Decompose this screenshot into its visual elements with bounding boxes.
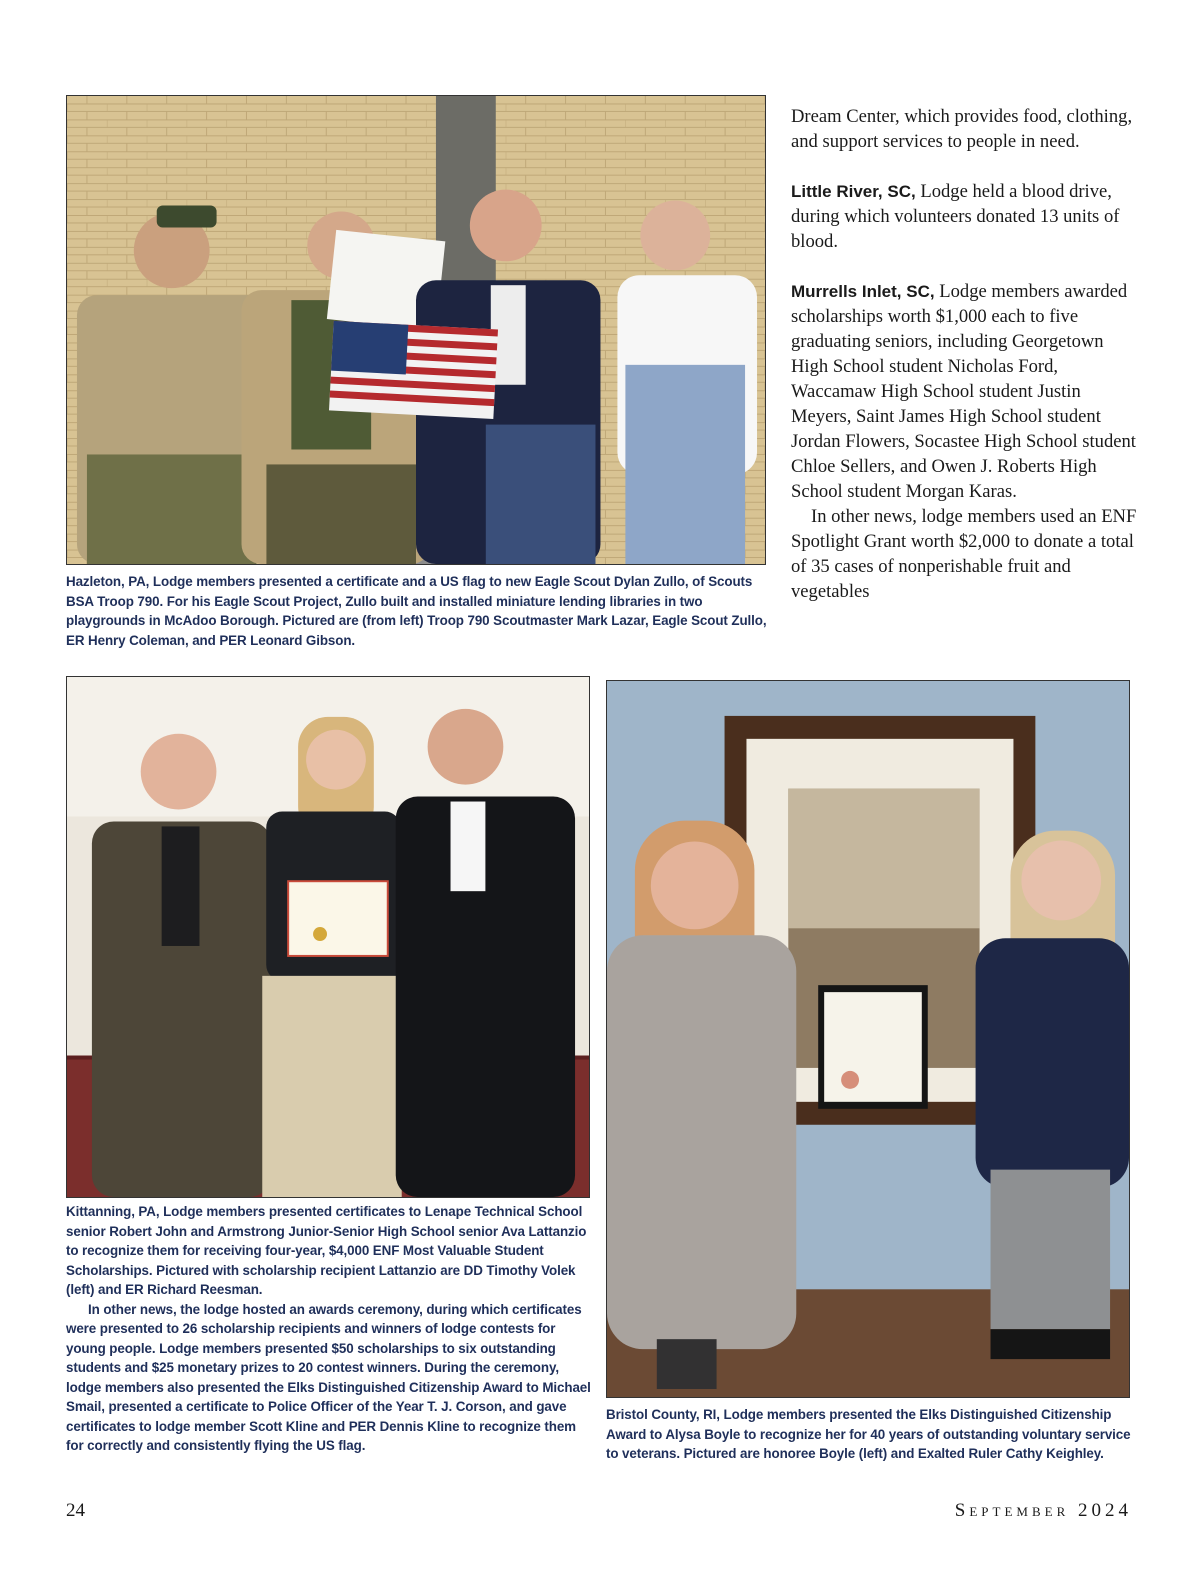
- kittanning-photo: [66, 676, 590, 1198]
- hazleton-caption: [66, 572, 768, 650]
- issue-date: September 2024: [954, 1500, 1132, 1521]
- kittanning-caption-text: Lodge members presented certificates to Lenape Technical School senior Robert John and Armstrong Junior-Senior High School senior Ava Lattanzio to recognize them for receiving four-year, $4,000 ENF Most Valuable Student Scholarships. Pictured with scholarship recipient Lattanzio are DD Timothy Volek (left) and ER Richard Reesman.: [66, 1204, 587, 1297]
- murrells-inlet-paragraph-2: In other news, lodge members used an ENF Spotlight Grant worth $2,000 to donate a total of 35 cases of nonperishable fruit and vegetables: [791, 506, 1137, 602]
- kittanning-caption-text-2: In other news, the lodge hosted an awards ceremony, during which certificates were presented to 26 scholarship recipients and winners of lodge contests for young people. Lodge members presented $50 scholarships to six outstanding students and $25 monetary prizes to 20 contest winners. During the ceremony, lodge members also presented the Elks Distinguished Citizenship Award to Michael Smail, presented a certificate to Police Officer of the Year T. J. Corson, and gave certificates to lodge member Scott Kline and PER Dennis Kline to recognize them for correctly and consistently flying the US flag.: [66, 1301, 591, 1453]
- hazleton-caption-text: Lodge members presented a certificate and a US flag to new Eagle Scout Dylan Zullo, of Scouts BSA Troop 790. For his Eagle Scout Project, Zullo built and installed miniature lending libraries in two playgrounds in McAdoo Borough. Pictured are (from left) Troop 790 Scoutmaster Mark Lazar, Eagle Scout Zullo, ER Henry Coleman, and PER Leonard Gibson.: [66, 574, 767, 648]
- murrells-inlet-heading: Murrells Inlet, SC,: [791, 282, 935, 301]
- little-river-paragraph: [791, 179, 1143, 254]
- hazleton-photo: [66, 95, 766, 565]
- hazleton-location: Hazleton, PA,: [66, 574, 150, 589]
- article-column: [791, 104, 1143, 604]
- dream-center-paragraph: Dream Center, which provides food, clothing, and support services to people in need.: [791, 106, 1133, 152]
- murrells-inlet-text: Lodge members awarded scholarships worth $1,000 each to five graduating seniors, including Georgetown High School student Nicholas Ford, Waccamaw High School student Justin Meyers, Saint James High School student Jordan Flowers, Socastee High School student Chloe Sellers, and Owen J. Roberts High School student Morgan Karas.: [791, 281, 1136, 502]
- bristol-county-caption: [606, 1405, 1136, 1464]
- bristol-county-caption-text: Lodge members presented the Elks Distinguished Citizenship Award to Alysa Boyle to recognize her for 40 years of outstanding voluntary service to veterans. Pictured are honoree Boyle (left) and Exalted Ruler Cathy Keighley.: [606, 1407, 1131, 1461]
- kittanning-caption: [66, 1202, 596, 1456]
- murrells-inlet-paragraph: [791, 279, 1143, 504]
- little-river-heading: Little River, SC,: [791, 182, 916, 201]
- kittanning-location: Kittanning, PA,: [66, 1204, 160, 1219]
- little-river-text: Lodge held a blood drive, during which volunteers donated 13 units of blood.: [791, 181, 1120, 252]
- page-number: 24: [66, 1500, 85, 1521]
- bristol-county-photo: [606, 680, 1130, 1398]
- bristol-county-location: Bristol County, RI,: [606, 1407, 720, 1422]
